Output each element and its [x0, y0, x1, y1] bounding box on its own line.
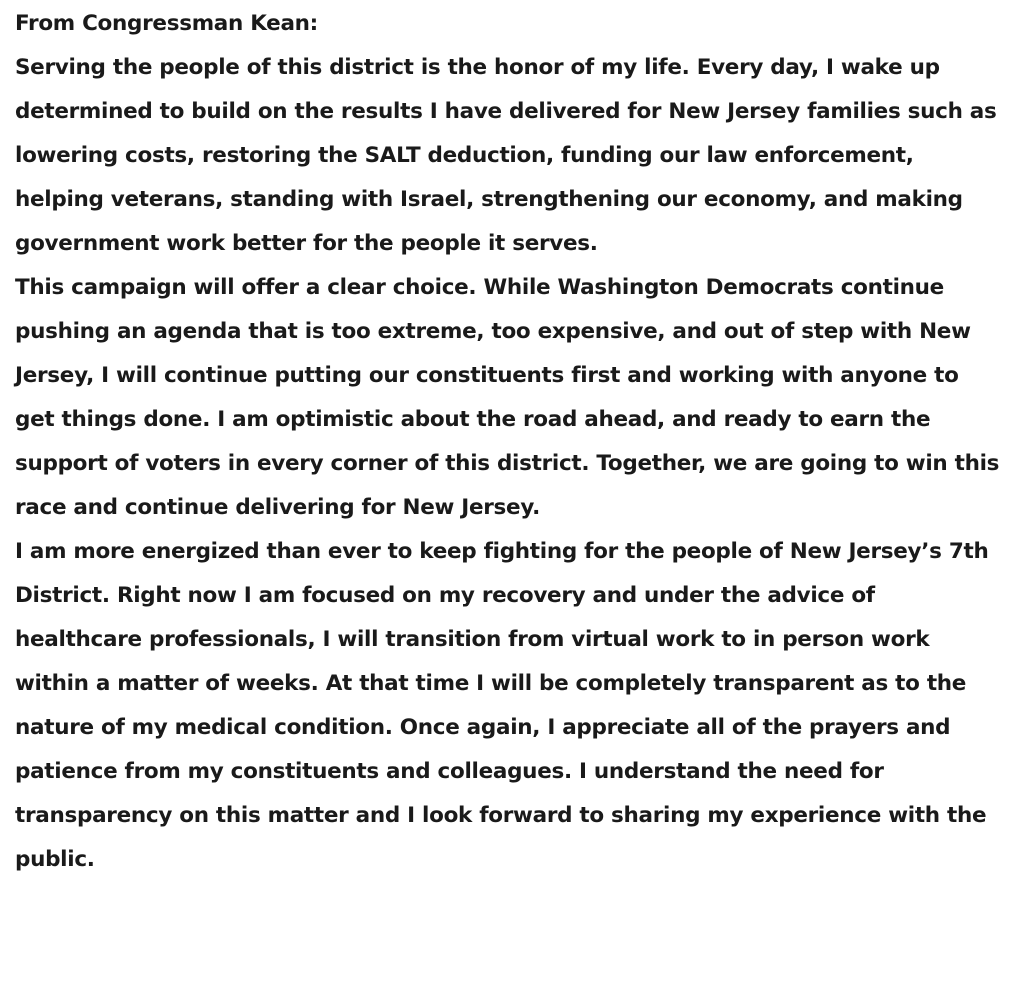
statement-paragraph: Serving the people of this district is the honor of my life. Every day, I wake up determined to build on the results I have delivered for New Jersey families such as lowering costs, restoring the SALT deduction, funding our law enforcement, helping veterans, standing with Israel, strengthening our economy, and making government work better for the people it serves. — [15, 55, 997, 256]
statement-text — [15, 2, 1000, 882]
statement-paragraph: This campaign will offer a clear choice. While Washington Democrats continue pushing an agenda that is too extreme, too expensive, and out of step with New Jersey, I will continue putting our constituents first and working with anyone to get things done. I am optimistic about the road ahead, and ready to earn the support of voters in every corner of this district. Together, we are going to win this race and continue delivering for New Jersey. — [15, 275, 1000, 520]
statement-paragraph: I am more energized than ever to keep fighting for the people of New Jersey’s 7th District. Right now I am focused on my recovery and under the advice of healthcare professionals, I will transition from virtual work to in person work within a matter of weeks. At that time I will be completely transparent as to the nature of my medical condition. Once again, I appreciate all of the prayers and patience from my constituents and colleagues. I understand the need for transparency on this matter and I look forward to sharing my experience with the public. — [15, 539, 989, 872]
statement-heading: From Congressman Kean: — [15, 11, 318, 36]
